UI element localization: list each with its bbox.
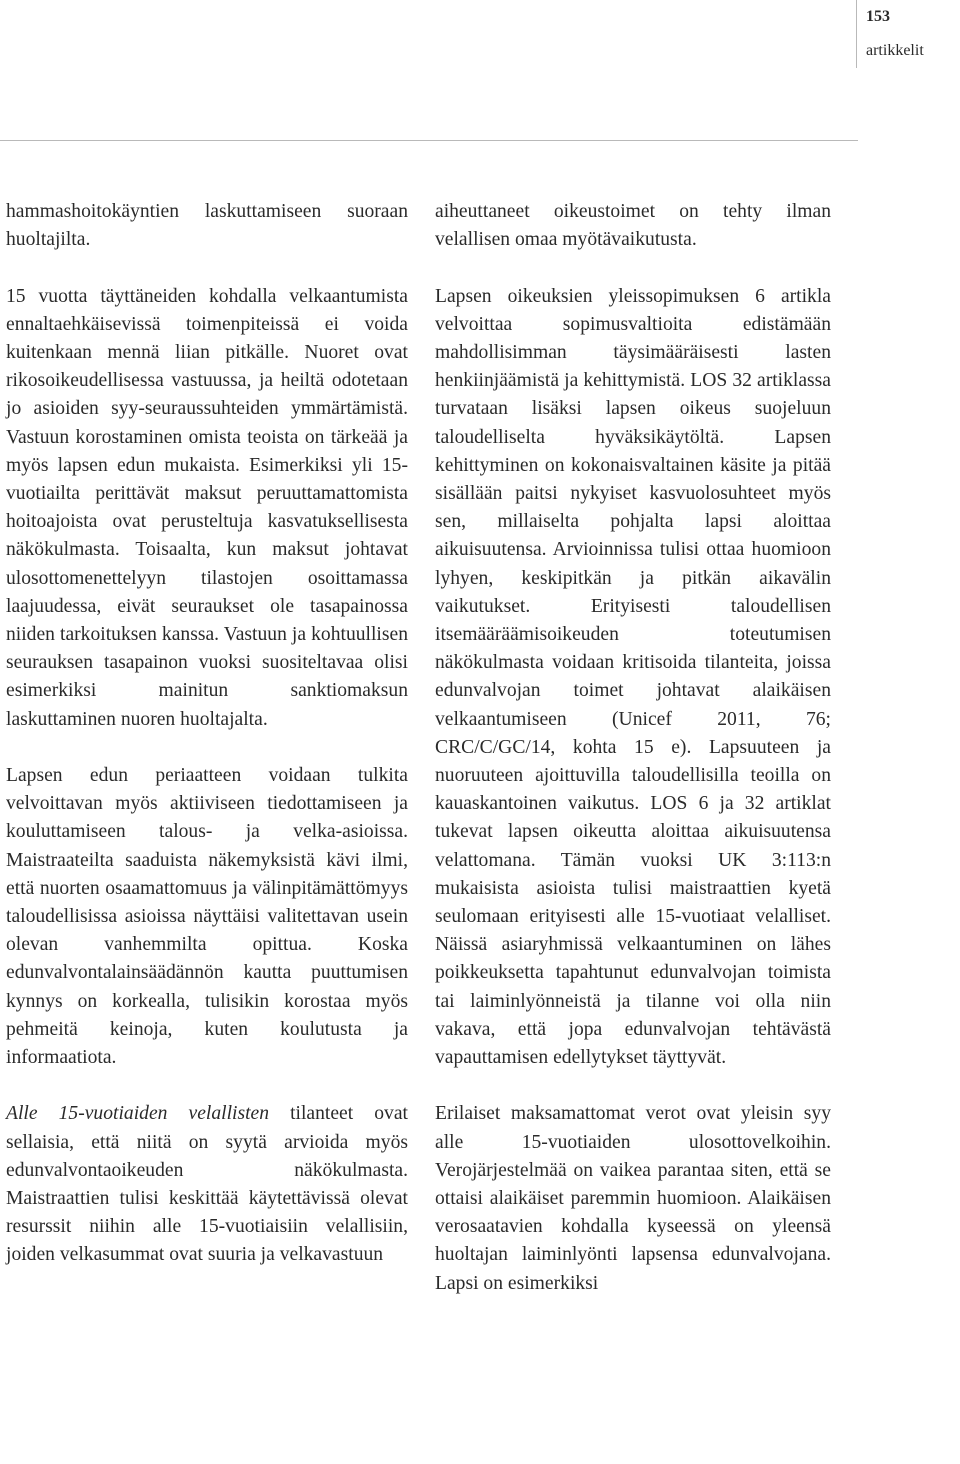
paragraph: 15 vuotta täyttäneiden kohdalla velkaantumista ennaltaehkäisevissä toimenpiteissä ei voida kuitenkaan mennä liian pitkälle. Nuoret ovat rikosoikeudellisessa vastuussa, ja heiltä odotetaan jo asioiden syy-seuraussuhteiden ymmärtämistä. Vastuun korostaminen omista teoista on tärkeää ja myös lapsen edun mukaista. Esimerkiksi yli 15-vuotiailta perittävät maksut peruuttamattomista hoitoajoista ovat perusteltuja kasvatuksellisesta näkökulmasta. Toisaalta, kun maksut johtavat ulosottomenettelyyn tilastojen osoittamassa laajuudessa, eivät seuraukset ole tasapainossa niiden tarkoituksen kanssa. Vastuun ja kohtuullisen seurauksen tasapainon vuoksi suositeltavaa olisi esimerkiksi mainitun sanktiomaksun laskuttaminen nuoren huoltajalta. <box>6 285 408 730</box>
italic-phrase: Alle 15-vuotiaiden velallisten <box>6 1103 270 1125</box>
left-column <box>6 198 408 1270</box>
paragraph: Erilaiset maksamattomat verot ovat yleisin syy alle 15-vuotiaiden ulosottovelkoihin. Verojärjestelmää on vaikea parantaa siten, että se ottaisi alaikäiset paremmin huomioon. Alaikäisen verosaatavien kohdalla kyseessä on yleensä huoltajan laiminlyönti lapsensa edunvalvojana. Lapsi on esimerkiksi <box>435 1103 831 1294</box>
right-column <box>435 198 831 1298</box>
paragraph <box>6 1100 408 1269</box>
section-label: artikkelit <box>866 42 924 59</box>
paragraph: hammashoitokäyntien laskuttamiseen suoraan huoltajilta. <box>6 201 408 251</box>
paragraph: Lapsen oikeuksien yleissopimuksen 6 artikla velvoittaa sopimusvaltioita edistämään mahdollisimman täysimääräisesti lasten henkiinjäämistä ja kehittymistä. LOS 32 artiklassa turvataan lisäksi lapsen oikeus suojeluun taloudelliselta hyväksikäytöltä. Lapsen kehittyminen on kokonaisvaltainen käsite ja pitää sisällään paitsi nykyiset kasvuolosuhteet myös sen, millaiselta pohjalta lapsi aloittaa aikuisuutensa. Arvioinnissa tulisi ottaa huomioon lyhyen, keskipitkän ja pitkän aikavälin vaikutukset. Erityisesti taloudellisen itsemääräämisoikeuden toteutumisen näkökulmasta voidaan kritisoida tilanteita, joissa edunvalvojan toimet johtavat alaikäisen velkaantumiseen (Unicef 2011, 76; CRC/C/GC/14, kohta 15 e). Lapsuuteen ja nuoruuteen ajoittuvilla taloudellisilla teoilla on kauaskantoinen vaikutus. LOS 6 ja 32 artiklat tukevat lapsen oikeutta aloittaa aikuisuutensa velattomana. Tämän vuoksi UK 3:113:n mukaisista asioista tulisi maistraattien kyetä seulomaan erityisesti alle 15-vuotiaat velalliset. Näissä asiaryhmissä velkaantuminen on lähes poikkeuksetta tapahtunut edunvalvojan toimista tai laiminlyönneistä ja tilanne voi olla niin vakava, että jopa edunvalvojan tehtävästä vapauttamisen edellytykset täyttyvät. <box>435 285 831 1069</box>
header-divider <box>0 140 858 141</box>
paragraph: aiheuttaneet oikeustoimet on tehty ilman velallisen omaa myötävaikutusta. <box>435 201 831 251</box>
paragraph-text: tilanteet ovat sellaisia, että niitä on syytä arvioida myös edunvalvontaoikeuden näkökulmasta. Maistraattien tulisi keskittää käytettävissä olevat resurssit niihin alle 15-vuotiaisiin velallisiin, joiden velkasummat ovat suuria ja velkavastuun <box>6 1103 408 1266</box>
page-number: 153 <box>866 8 890 25</box>
paragraph: Lapsen edun periaatteen voidaan tulkita velvoittavan myös aktiiviseen tiedottamiseen ja kouluttamiseen talous- ja velka-asioissa. Maistraateilta saaduista näkemyksistä kävi ilmi, että nuorten osaamattomuus ja välinpitämättömyys taloudellisissa asioissa näyttäisi valitettavan usein olevan vanhemmilta opittua. Koska edunvalvontalainsäädännön kautta puuttumisen kynnys on korkealla, tulisikin korostaa myös pehmeitä keinoja, kuten koulutusta ja informaatiota. <box>6 765 408 1069</box>
